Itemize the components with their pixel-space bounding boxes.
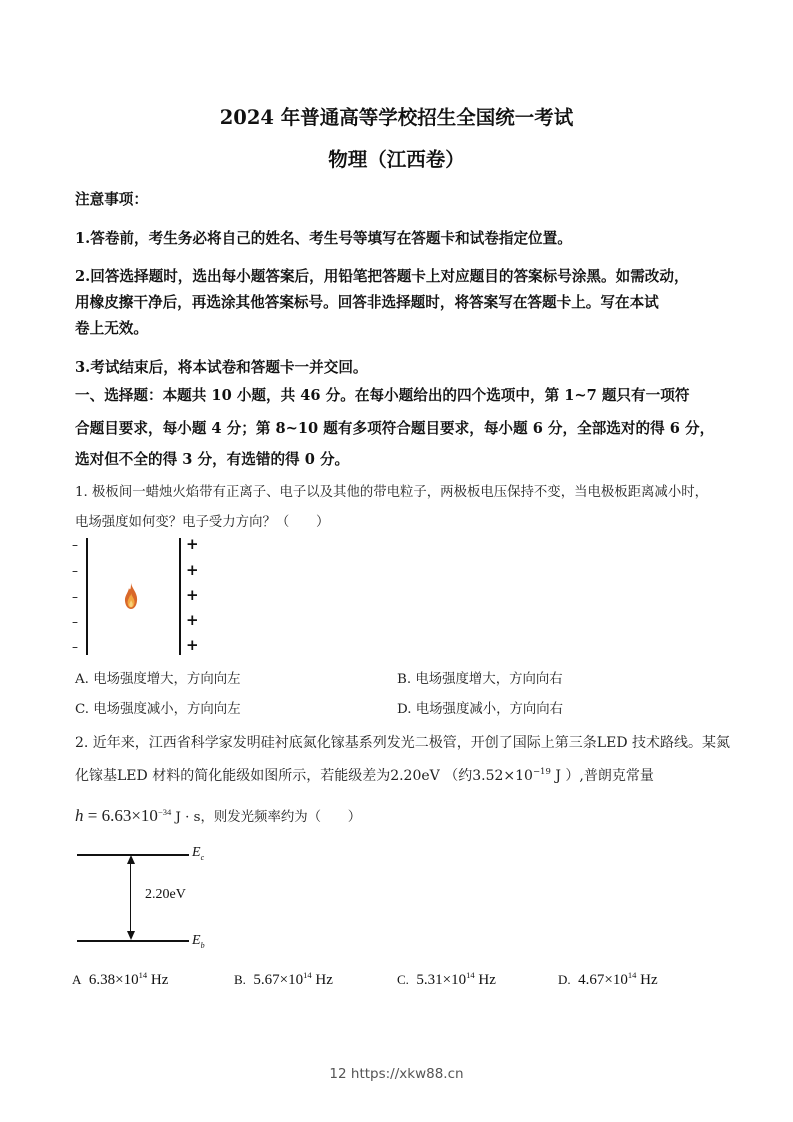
option-label: C. [75,702,90,717]
option-unit: Hz [636,972,658,988]
notice-item-3: 3.考试结束后，将本试卷和答题卡一并交回。 [75,359,368,376]
option-unit: Hz [474,972,496,988]
minus-sign: – [72,615,78,629]
q2-stem-1: 2. 近年来，江西省科学家发明硅衬底氮化镓基系列发光二极管，开创了国际上第三条LED 技术路线。某氮 [75,735,730,751]
exam-subtitle: 物理（江西卷） [328,148,465,171]
exponent: −19 [532,767,551,777]
planck-constant: $h = 6.63\times 10^{-34}$ [75,806,172,825]
notice-item-2-cont: 用橡皮擦干净后，再选涂其他答案标号。回答非选择题时，将答案写在答题卡上。写在本试 [75,294,659,311]
arrow-up-icon [127,855,135,864]
option-unit: Hz [311,972,333,988]
option-value: 5.67×10 [253,972,304,988]
level-subscript: b [200,940,205,950]
q2-stem-3-tail: J · s，则发光频率约为（ ） [171,810,362,825]
notice-heading: 注意事项： [75,191,148,208]
q1-option-d[interactable] [397,698,563,717]
upper-level-label [192,845,204,862]
q2-stem-3 [75,806,361,826]
q2-option-a[interactable] [72,970,168,989]
option-label: B. [397,672,412,687]
option-value: 5.31×10 [416,972,467,988]
plus-sign: + [186,561,199,579]
option-label: C. [397,972,409,987]
option-text: 电场强度减小，方向向左 [93,702,241,717]
q2-stem-2-tail: J ）,普朗克常量 [550,768,654,784]
notice-item-1: 1.答卷前，考生务必将自己的姓名、考生号等填写在答题卡和试卷指定位置。 [75,230,572,247]
minus-sign: – [72,564,78,578]
gap-arrow-shaft [130,860,131,936]
q2-option-c[interactable] [397,970,496,989]
arrow-down-icon [127,931,135,940]
left-plate [86,538,88,655]
plus-sign: + [186,636,199,654]
exponent: −34 [157,807,172,817]
minus-sign: – [72,590,78,604]
option-label: D. [397,702,412,717]
q2-option-d[interactable] [558,970,658,989]
q1-stem-2: 电场强度如何变？电子受力方向？（ ） [75,515,330,530]
level-symbol: E [192,845,201,860]
lower-energy-level [77,940,189,942]
section-instruction-3: 选对但不全的得 3 分，有选错的得 0 分。 [75,451,350,468]
notice-item-2: 2.回答选择题时，选出每小题答案后，用铅笔把答题卡上对应题目的答案标号涂黑。如需改动， [75,268,689,285]
q1-option-a[interactable] [75,668,241,687]
section-instruction-2: 合题目要求，每小题 4 分；第 8~10 题有多项符合题目要求，每小题 6 分，全部选对的得 6 分， [75,420,715,437]
level-subscript: c [200,852,205,862]
notice-item-2-cont2: 卷上无效。 [75,320,148,337]
plus-sign: + [186,535,199,553]
flame-icon [123,582,139,610]
q2-stem-2-text: 化镓基LED 材料的简化能级如图所示，若能级差为2.20eV （约3.52×10 [75,768,533,784]
plus-sign: + [186,586,199,604]
option-text: 电场强度减小，方向向右 [415,702,564,717]
option-label: D. [558,972,571,987]
lower-level-label [192,933,205,950]
q1-option-c[interactable] [75,698,241,717]
q2-figure-energy-levels [70,840,220,955]
option-value: 6.38×10 [88,972,139,988]
exponent: 14 [627,970,637,980]
level-symbol: E [192,933,201,948]
exponent: 14 [466,970,475,980]
option-value: 4.67×10 [578,972,628,988]
minus-sign: – [72,538,78,552]
q1-figure-capacitor [70,535,210,660]
energy-gap-label: 2.20eV [145,887,186,902]
q2-stem-2 [75,765,654,785]
exponent: 14 [303,970,312,980]
option-unit: Hz [147,972,169,988]
exponent: 14 [138,970,148,980]
q1-stem-1: 1. 极板间一蜡烛火焰带有正离子、电子以及其他的带电粒子，两极板电压保持不变，当电极板距离减小时， [75,485,708,500]
option-text: 电场强度增大，方向向右 [415,672,563,687]
page-footer: 12 https://xkw88.cn [329,1066,464,1082]
section-instruction-1: 一、选择题：本题共 10 小题，共 46 分。在每小题给出的四个选项中，第 1~7 题只有一项符 [75,387,690,404]
option-label: A [72,972,82,987]
exam-title: 2024 年普通高等学校招生全国统一考试 [219,106,574,129]
minus-sign: – [72,640,78,654]
plus-sign: + [186,611,199,629]
option-text: 电场强度增大，方向向左 [93,672,241,687]
option-label: A. [75,672,89,687]
option-label: B. [234,972,246,987]
right-plate [179,538,181,655]
q2-option-b[interactable] [234,970,333,989]
q1-option-b[interactable] [397,668,563,687]
